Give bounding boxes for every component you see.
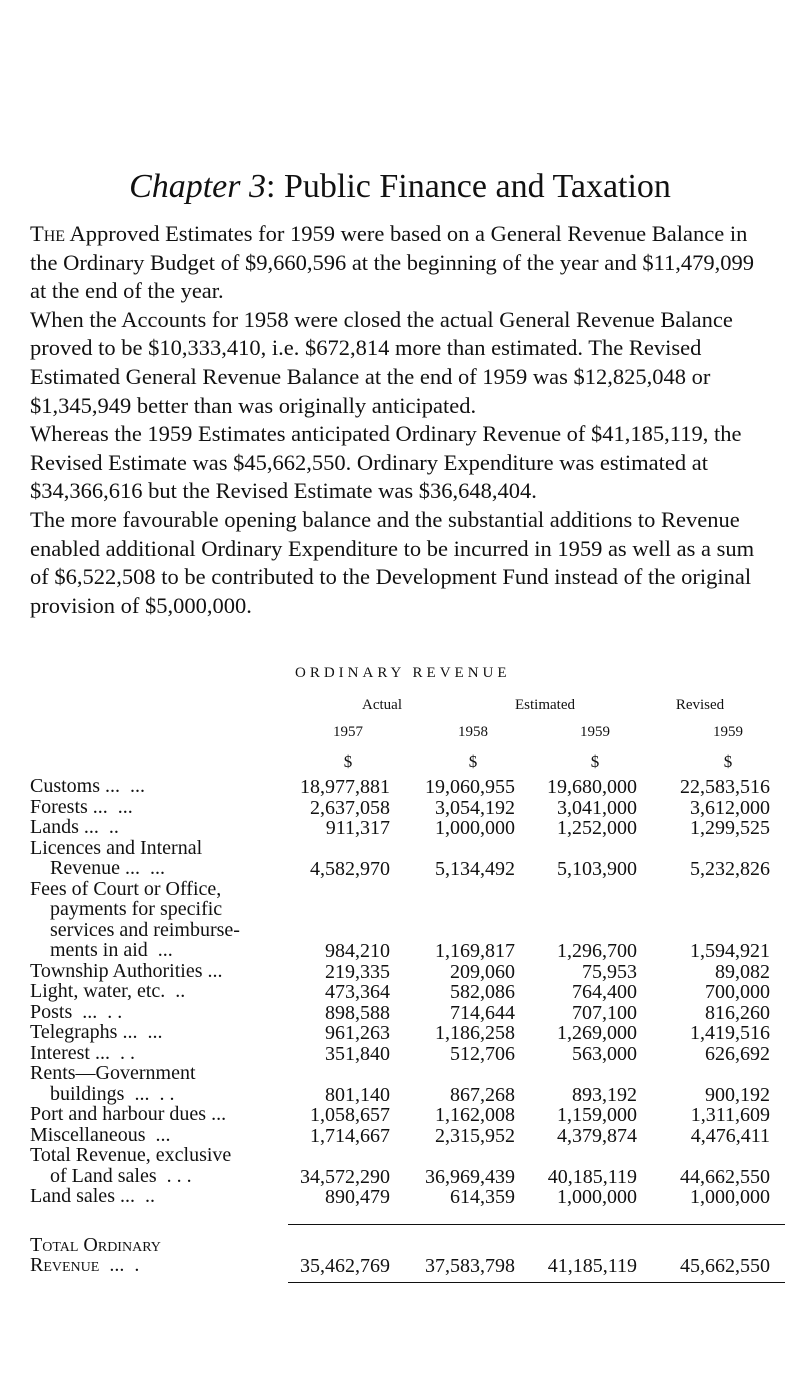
value-cell: 2,637,058 — [310, 796, 390, 819]
value-cell: 2,315,952 — [435, 1124, 515, 1147]
row-label-line: Fees of Court or Office, — [30, 877, 222, 900]
row-label-line: ments in aid ... — [50, 939, 173, 961]
value-cell: 473,364 — [325, 981, 390, 1003]
body-text — [30, 220, 770, 620]
value-cell: 1,058,657 — [310, 1104, 390, 1126]
row-label — [30, 1002, 122, 1023]
row-label-line: Revenue ... ... — [50, 857, 165, 879]
year-header: 1957 — [333, 724, 363, 740]
row-label-line: Port and harbour dues ... — [30, 1103, 227, 1125]
year-header: 1959 — [713, 724, 743, 740]
currency-header: $ — [343, 752, 353, 771]
paragraph-4: The more favourable opening balance and the substantial additions to Revenue enabled additional Ordinary Expenditure to be incurred in 1959 as well as a sum of $6,522,508 to be contributed to the Development Fund instead of the original provision of $5,000,000. — [30, 506, 755, 618]
table-row — [30, 838, 785, 879]
value-cell: 1,269,000 — [557, 1022, 637, 1044]
table-row — [30, 1186, 785, 1207]
paragraph-2: When the Accounts for 1958 were closed the actual General Revenue Balance proved to be $10,333,410, i.e. $672,814 more than estimated. The Revised Estimated General Revenue Balance at the end of 1959 was $12,825,048 or $1,345,949 better than was originally anticipated. — [30, 306, 733, 418]
row-label-line: Licences and Internal — [30, 836, 203, 859]
row-label-line: Total Ordinary — [30, 1233, 161, 1256]
value-cell: 890,479 — [325, 1186, 390, 1208]
table-row — [30, 817, 785, 838]
row-label — [30, 1186, 155, 1207]
paragraph-3: Whereas the 1959 Estimates anticipated Ordinary Revenue of $41,185,119, the Revised Estimate was $45,662,550. Ordinary Expenditure was estimated at $34,366,616 but the Revised Estimate was $36,648,404. — [30, 421, 742, 504]
chapter-separator: : — [266, 168, 276, 205]
row-label-line: Interest ... . . — [30, 1041, 135, 1064]
value-cell: 19,060,955 — [425, 776, 515, 798]
header-actual: Actual — [362, 697, 402, 713]
year-header: 1959 — [580, 724, 610, 740]
row-label-line: Total Revenue, exclusive — [30, 1144, 232, 1166]
value-cell: 1,299,525 — [690, 817, 770, 839]
total-bottom-rule — [288, 1282, 785, 1283]
table-row — [30, 1022, 785, 1043]
value-cell: 40,185,119 — [547, 1165, 637, 1188]
value-cell: 1,594,921 — [690, 940, 770, 962]
value-cell: 512,706 — [450, 1042, 515, 1065]
value-cell: 5,134,492 — [435, 858, 515, 880]
row-label-line: Customs ... ... — [30, 775, 146, 797]
row-label — [30, 1145, 231, 1186]
paragraph-1 — [30, 220, 770, 306]
value-cell: 5,232,826 — [690, 858, 770, 880]
chapter-title — [0, 168, 800, 206]
value-cell: 700,000 — [705, 981, 770, 1003]
value-cell: 1,159,000 — [557, 1104, 637, 1126]
table-row — [30, 776, 785, 797]
value-cell: 4,379,874 — [557, 1124, 637, 1147]
value-cell: 4,582,970 — [310, 858, 390, 880]
value-cell: 1,000,000 — [557, 1186, 637, 1208]
value-cell: 3,054,192 — [435, 796, 515, 819]
value-cell: 209,060 — [450, 960, 515, 983]
value-cell: 801,140 — [325, 1083, 390, 1106]
table-row — [30, 961, 785, 982]
row-label — [30, 817, 119, 838]
value-cell: 614,359 — [450, 1186, 515, 1208]
value-cell: 626,692 — [705, 1042, 770, 1065]
value-cell: 1,169,817 — [435, 940, 515, 962]
value-cell: 764,400 — [572, 981, 637, 1003]
header-estimated: Estimated — [515, 697, 575, 713]
value-cell: 22,583,516 — [680, 776, 770, 798]
row-label — [30, 1063, 196, 1104]
row-label-line: payments for specific — [50, 898, 223, 920]
value-cell: 1,296,700 — [557, 940, 637, 962]
value-cell: 893,192 — [572, 1083, 637, 1106]
value-cell: 75,953 — [582, 960, 637, 983]
value-cell: 34,572,290 — [300, 1165, 390, 1188]
value-cell: 900,192 — [705, 1083, 770, 1106]
row-label — [30, 961, 223, 982]
value-cell: 816,260 — [705, 1001, 770, 1024]
paragraph-1-lead-word: The — [30, 221, 66, 246]
row-label-line: Township Authorities ... — [30, 959, 223, 982]
row-label-line: Revenue ... . — [30, 1254, 140, 1276]
table-row — [30, 797, 785, 818]
value-cell: 898,588 — [325, 1001, 390, 1024]
row-label — [30, 838, 202, 879]
paragraph-1-text: Approved Estimates for 1959 were based on a General Revenue Balance in the Ordinary Budget of $9,660,596 at the beginning of the year and $11,479,099 at the end of the year. — [30, 221, 755, 304]
value-cell: 961,263 — [325, 1022, 390, 1044]
value-cell: 37,583,798 — [425, 1255, 515, 1277]
value-cell: 44,662,550 — [680, 1165, 770, 1188]
chapter-subject: Public Finance and Taxation — [283, 168, 671, 205]
table-row — [30, 1002, 785, 1023]
row-label-line: services and reimburse- — [50, 918, 240, 941]
value-cell: 351,840 — [325, 1042, 390, 1065]
table-row — [30, 1063, 785, 1104]
value-cell: 1,162,008 — [435, 1104, 515, 1126]
value-cell: 1,714,667 — [310, 1124, 390, 1147]
row-label — [30, 1125, 171, 1146]
table-row — [30, 879, 785, 961]
value-cell: 714,644 — [450, 1001, 515, 1024]
value-cell: 1,000,000 — [690, 1186, 770, 1208]
value-cell: 1,311,609 — [690, 1104, 770, 1126]
row-label — [30, 797, 133, 818]
value-cell: 4,476,411 — [690, 1124, 770, 1147]
currency-header: $ — [590, 752, 600, 771]
row-label-line: Telegraphs ... ... — [30, 1021, 163, 1043]
value-cell: 1,252,000 — [557, 817, 637, 839]
row-label-line: of Land sales . . . — [50, 1164, 192, 1187]
row-label — [30, 1235, 161, 1276]
row-label-line: Light, water, etc. .. — [30, 980, 186, 1002]
value-cell: 3,041,000 — [557, 796, 637, 819]
row-label-line: Miscellaneous ... — [30, 1123, 171, 1146]
table-row — [30, 1125, 785, 1146]
row-label — [30, 1043, 135, 1064]
value-cell: 45,662,550 — [680, 1255, 770, 1277]
table-row — [30, 981, 785, 1002]
currency-header: $ — [723, 752, 733, 771]
value-cell: 1,000,000 — [435, 817, 515, 839]
value-cell: 707,100 — [572, 1001, 637, 1024]
table-title: ORDINARY REVENUE — [295, 665, 511, 681]
row-label — [30, 1104, 226, 1125]
row-label — [30, 776, 145, 797]
value-cell: 3,612,000 — [690, 796, 770, 819]
value-cell: 35,462,769 — [300, 1255, 390, 1277]
value-cell: 5,103,900 — [557, 858, 637, 880]
header-revised: Revised — [675, 697, 725, 713]
total-top-rule — [288, 1224, 785, 1225]
value-cell: 219,335 — [325, 960, 390, 983]
table-row — [30, 1104, 785, 1125]
value-cell: 36,969,439 — [425, 1165, 515, 1188]
value-cell: 582,086 — [450, 981, 515, 1003]
value-cell: 89,082 — [715, 960, 770, 983]
row-label-line: Rents—Government — [30, 1062, 196, 1084]
year-header: 1958 — [458, 724, 488, 740]
table-row — [30, 1145, 785, 1186]
row-label-line: Forests ... ... — [30, 795, 133, 818]
table-row — [30, 1043, 785, 1064]
value-cell: 18,977,881 — [300, 776, 390, 798]
value-cell: 867,268 — [450, 1083, 515, 1106]
row-label — [30, 981, 185, 1002]
row-label — [30, 879, 240, 961]
value-cell: 563,000 — [572, 1042, 637, 1065]
row-label-line: Posts ... . . — [30, 1000, 123, 1023]
value-cell: 19,680,000 — [547, 776, 637, 798]
value-cell: 984,210 — [325, 940, 390, 962]
value-cell: 911,317 — [325, 817, 390, 839]
row-label-line: buildings ... . . — [50, 1082, 175, 1105]
value-cell: 1,419,516 — [690, 1022, 770, 1044]
value-cell: 1,186,258 — [435, 1022, 515, 1044]
value-cell: 41,185,119 — [547, 1255, 637, 1277]
row-label — [30, 1022, 162, 1043]
row-label-line: Lands ... .. — [30, 816, 119, 838]
total-row — [30, 1235, 785, 1276]
currency-header: $ — [468, 752, 478, 771]
chapter-label: Chapter 3 — [129, 168, 267, 205]
row-label-line: Land sales ... .. — [30, 1185, 155, 1207]
